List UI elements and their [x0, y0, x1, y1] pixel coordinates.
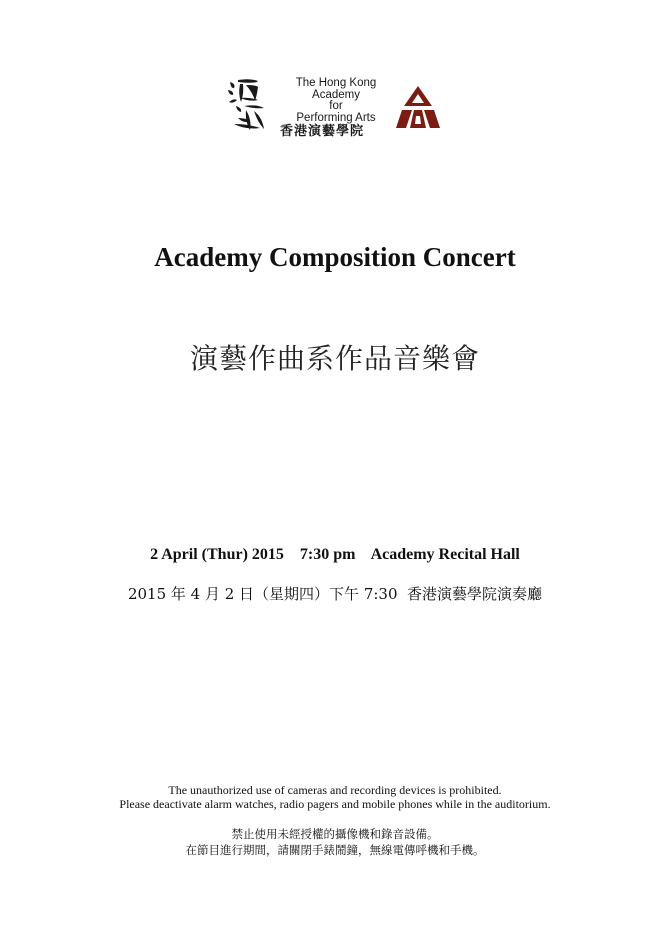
academy-name-line1: The Hong Kong Academy	[295, 77, 377, 101]
recording-notice	[0, 783, 670, 811]
recording-notice-zh	[0, 826, 670, 858]
recording-notice-line2: Please deactivate alarm watches, radio pagers and mobile phones while in the auditorium.	[119, 797, 551, 811]
recording-notice-zh-line2: 在節目進行期間，請關閉手錶鬧鐘，無線電傳呼機和手機。	[185, 843, 485, 857]
academy-triangle-logo-icon	[396, 86, 440, 128]
concert-title: Academy Composition Concert	[154, 242, 516, 272]
event-details: 2 April (Thur) 2015 7:30 pm Academy Recital Hall	[150, 546, 520, 563]
recording-notice-zh-line1: 禁止使用未經授權的攝像機和錄音設備。	[231, 827, 439, 841]
academy-logo	[226, 74, 440, 139]
academy-name-line3: Performing Arts	[296, 111, 376, 124]
academy-name	[272, 78, 400, 139]
academy-name-line2: for	[329, 100, 343, 112]
recording-notice-line1: The unauthorized use of cameras and recording devices is prohibited.	[168, 783, 502, 797]
event-details-zh: 2015 年 4 月 2 日（星期四）下午 7:30 香港演藝學院演奏廳	[127, 585, 543, 603]
calligraphy-logo-icon	[226, 76, 270, 134]
academy-name-zh: 香港演藝學院	[280, 124, 365, 139]
concert-title-zh: 演藝作曲系作品音樂會	[189, 342, 480, 375]
